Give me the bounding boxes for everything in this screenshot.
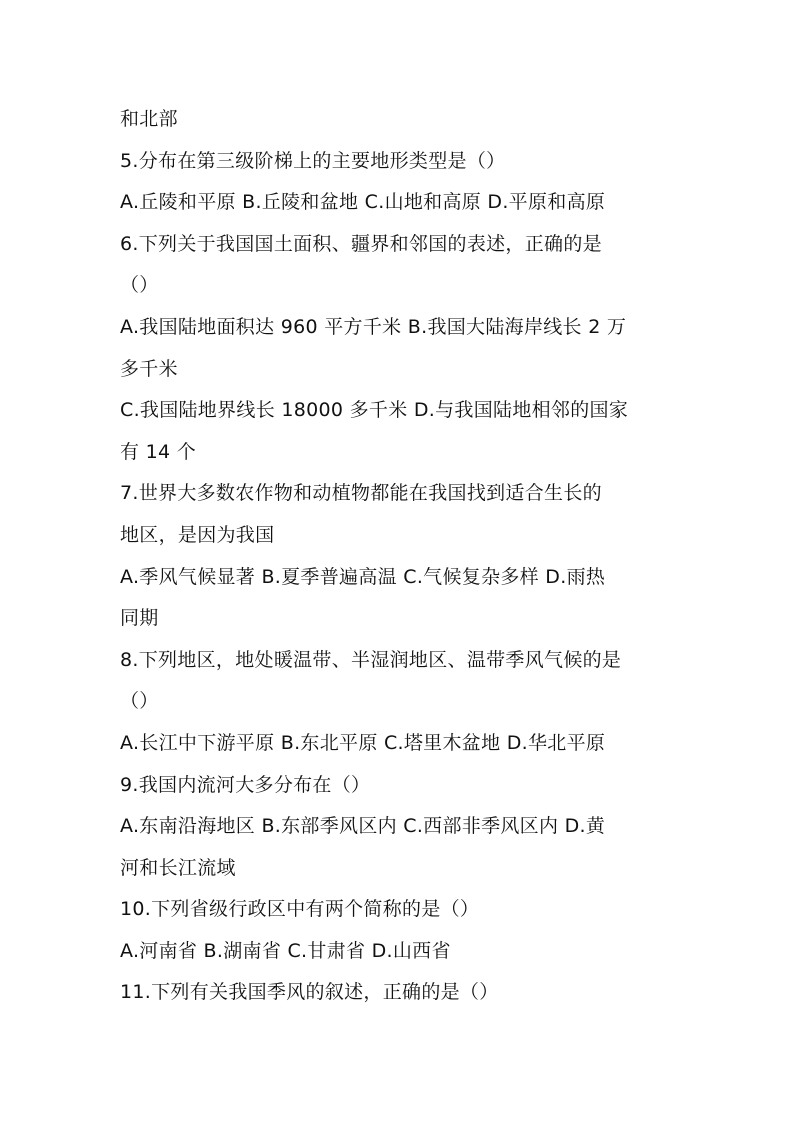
- question-11: 11.下列有关我国季风的叙述，正确的是（）: [120, 981, 499, 1004]
- text-line: 有 14 个: [120, 440, 197, 463]
- question-5: 5.分布在第三级阶梯上的主要地形类型是（）: [120, 149, 506, 172]
- question-10: 10.下列省级行政区中有两个简称的是（）: [120, 898, 480, 921]
- question-9: 9.我国内流河大多分布在（）: [120, 773, 371, 796]
- question-8: 8.下列地区，地处暖温带、半湿润地区、温带季风气候的是: [120, 648, 622, 671]
- text-line: 河和长江流域: [120, 856, 236, 879]
- question-8-options: A.长江中下游平原 B.东北平原 C.塔里木盆地 D.华北平原: [120, 731, 606, 754]
- question-10-options: A.河南省 B.湖南省 C.甘肃省 D.山西省: [120, 939, 451, 962]
- text-line: 同期: [120, 607, 159, 630]
- text-line: 和北部: [120, 108, 178, 130]
- question-5-options: A.丘陵和平原 B.丘陵和盆地 C.山地和高原 D.平原和高原: [120, 191, 606, 214]
- text-line: （）: [120, 690, 159, 713]
- question-text: [120, 99, 680, 1014]
- question-6-options: A.我国陆地面积达 960 平方千米 B.我国大陆海岸线长 2 万: [120, 315, 627, 338]
- question-9-options: A.东南沿海地区 B.东部季风区内 C.西部非季风区内 D.黄: [120, 815, 606, 838]
- text-line: （）: [120, 274, 159, 297]
- question-6-options: C.我国陆地界线长 18000 多千米 D.与我国陆地相邻的国家: [120, 399, 629, 422]
- text-line: 多千米: [120, 357, 178, 380]
- question-7-options: A.季风气候显著 B.夏季普遍高温 C.气候复杂多样 D.雨热: [120, 565, 606, 588]
- question-7: 7.世界大多数农作物和动植物都能在我国找到适合生长的: [120, 482, 602, 505]
- text-line: 地区，是因为我国: [120, 523, 275, 546]
- question-6: 6.下列关于我国国土面积、疆界和邻国的表述，正确的是: [120, 232, 602, 255]
